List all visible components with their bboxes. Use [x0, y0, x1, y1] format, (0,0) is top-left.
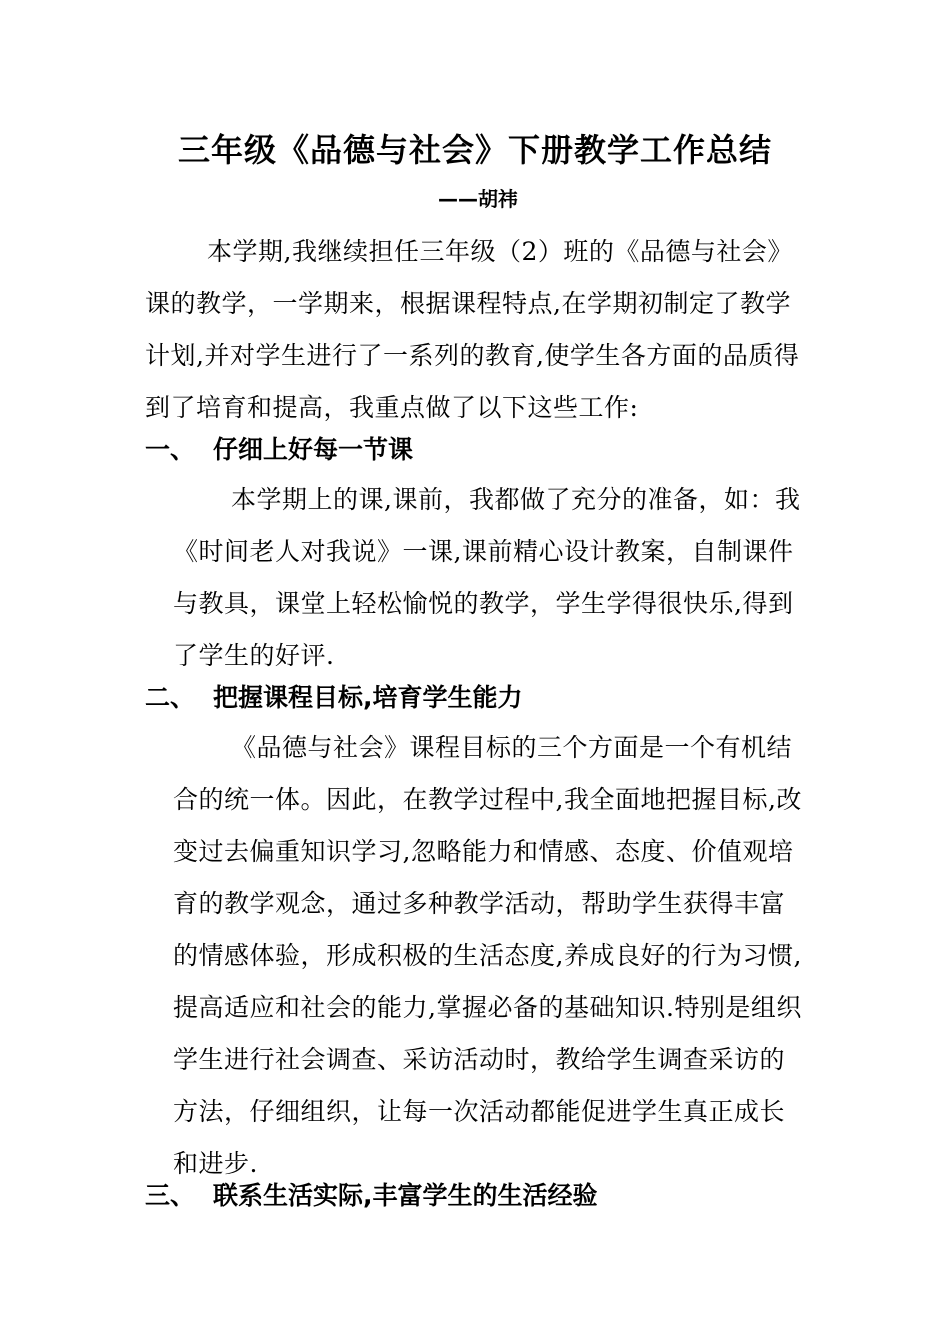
document-author: ——胡祎 [438, 187, 518, 211]
section-number-2: 二、 [145, 683, 196, 712]
section-heading-1 [145, 432, 413, 468]
section-title-2: 把握课程目标,培育学生能力 [213, 683, 523, 712]
section-number-1: 一、 [145, 435, 196, 464]
section-title-1: 仔细上好每一节课 [213, 435, 414, 464]
section-number-3: 三、 [145, 1181, 196, 1210]
section-body-1: 本学期上的课,课前，我都做了充分的准备，如：我《时间老人对我说》一课,课前精心设计教案，自制课件与教具，课堂上轻松愉悦的教学，学生学得很快乐,得到了学生的好评. [173, 485, 801, 670]
intro-paragraph: 本学期,我继续担任三年级（2）班的《品德与社会》课的教学，一学期来，根据课程特点,在学期初制定了教学计划,并对学生进行了一系列的教育,使学生各方面的品质得到了培育和提高，我重点做了以下这些工作: [145, 237, 800, 422]
section-heading-3 [145, 1178, 598, 1214]
section-title-3: 联系生活实际,丰富学生的生活经验 [213, 1181, 598, 1210]
section-heading-2 [145, 680, 523, 716]
section-body-2: 《品德与社会》课程目标的三个方面是一个有机结合的统一体。因此，在教学过程中,我全面地把握目标,改变过去偏重知识学习,忽略能力和情感、态度、价值观培育的教学观念，通过多种教学活动，帮助学生获得丰富的情感体验，形成积极的生活态度,养成良好的行为习惯,提高适应和社会的能力,掌握必备的基础知识.特别是组织学生进行社会调查、采访活动时，教给学生调查采访的方法，仔细组织，让每一次活动都能促进学生真正成长和进步. [173, 733, 802, 1178]
document-title: 三年级《品德与社会》下册教学工作总结 [177, 131, 772, 169]
